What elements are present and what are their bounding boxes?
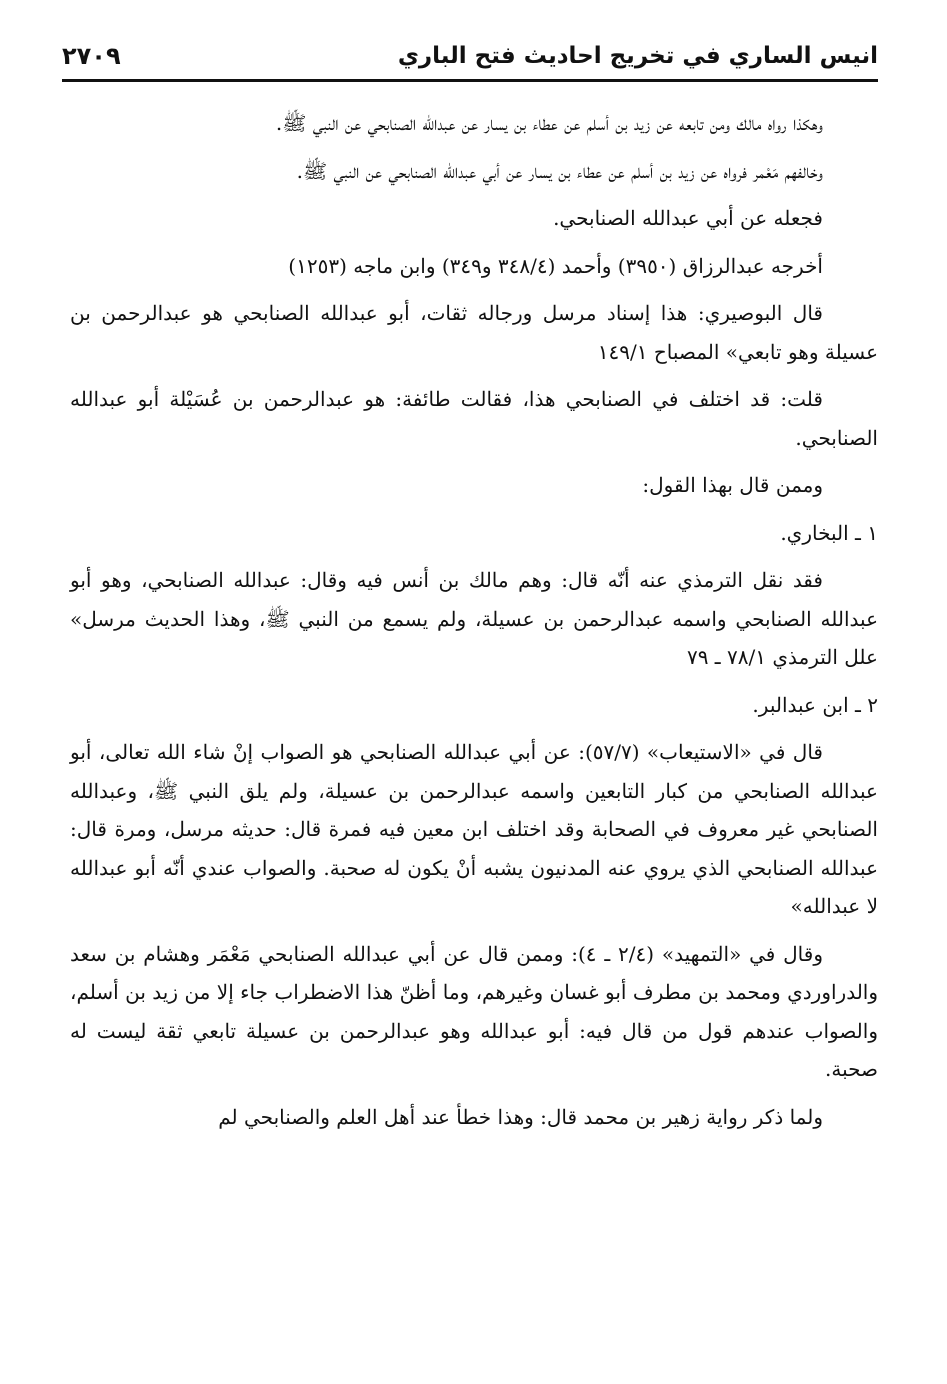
paragraph-5: قال البوصيري: هذا إسناد مرسل ورجاله ثقات، أبو عبدالله الصنابحي هو عبدالرحمن بن عسيلة وهو تابعي» المصباح ١٤٩/١ [70, 301, 878, 364]
paragraph-8: فقد نقل الترمذي عنه أنّه قال: وهم مالك بن أنس فيه وقال: عبدالله الصنابحي، وهو أبو عبدالله الصنابحي واسمه عبدالرحمن بن عسيلة، ولم يسمع من النبي ﷺ، وهذا الحديث مرسل» علل الترمذي ٧٨/١ ـ ٧٩ [70, 568, 878, 669]
paragraph-1: وهكذا رواه مالك ومن تابعه عن زيد بن أسلم عن عطاء بن يسار عن عبدالله الصنابحي عن النبي ﷺ. [275, 111, 823, 135]
page-body [70, 104, 878, 1145]
header-divider [62, 79, 878, 82]
paragraph-7: وممن قال بهذا القول: [642, 473, 823, 497]
paragraph-3: فجعله عن أبي عبدالله الصنابحي. [553, 206, 823, 230]
paragraph-4: أخرجه عبدالرزاق (٣٩٥٠) وأحمد (٣٤٨/٤ و٣٤٩) وابن ماجه (١٢٥٣) [288, 253, 823, 278]
paragraph-6: قلت: قد اختلف في الصنابحي هذا، فقالت طائفة: هو عبدالرحمن بن عُسَيْلة أبو عبدالله الصنابحي. [70, 387, 878, 450]
page-number: ٢٧٠٩ [62, 42, 121, 70]
list-item-1: ١ ـ البخاري. [780, 520, 878, 545]
paragraph-2: وخالفهم مَعْمر فرواه عن زيد بن أسلم عن عطاء بن يسار عن أبي عبدالله الصنابحي عن النبي ﷺ. [296, 158, 823, 183]
list-item-2: ٢ ـ ابن عبدالبر. [752, 692, 878, 717]
paragraph-10: وقال في «التمهيد» (٢/٤ ـ ٤): وممن قال عن أبي عبدالله الصنابحي مَعْمَر وهشام بن سعد والدراوردي ومحمد بن مطرف أبو غسان وغيرهم، وما أظنّ هذا الاضطراب جاء إلا من زيد بن أسلم، والصواب عندهم قول من قال فيه: أبو عبدالله وهو عبدالرحمن بن عسيلة تابعي ثقة ليست له صحبة. [70, 941, 878, 1081]
paragraph-11: ولما ذكر رواية زهير بن محمد قال: وهذا خطأ عند أهل العلم والصنابحي لم [218, 1104, 823, 1129]
page-header [62, 36, 878, 76]
paragraph-9: قال في «الاستيعاب» (٥٧/٧): عن أبي عبدالله الصنابحي هو الصواب إنْ شاء الله تعالى، أبو عبدالله الصنابحي من كبار التابعين واسمه عبدالرحمن بن عسيلة، ولم يلق النبي ﷺ، وعبدالله الصنابحي غير معروف في الصحابة وقد اختلف ابن معين فيه فمرة قال: حديثه مرسل، ومرة قال: عبدالله الصنابحي الذي يروي عنه المدنيون يشبه أنْ يكون له صحبة. والصواب عندي أنّه أبو عبدالله لا عبدالله» [70, 740, 878, 918]
running-title: انيس الساري في تخريج احاديث فتح الباري [397, 43, 878, 69]
